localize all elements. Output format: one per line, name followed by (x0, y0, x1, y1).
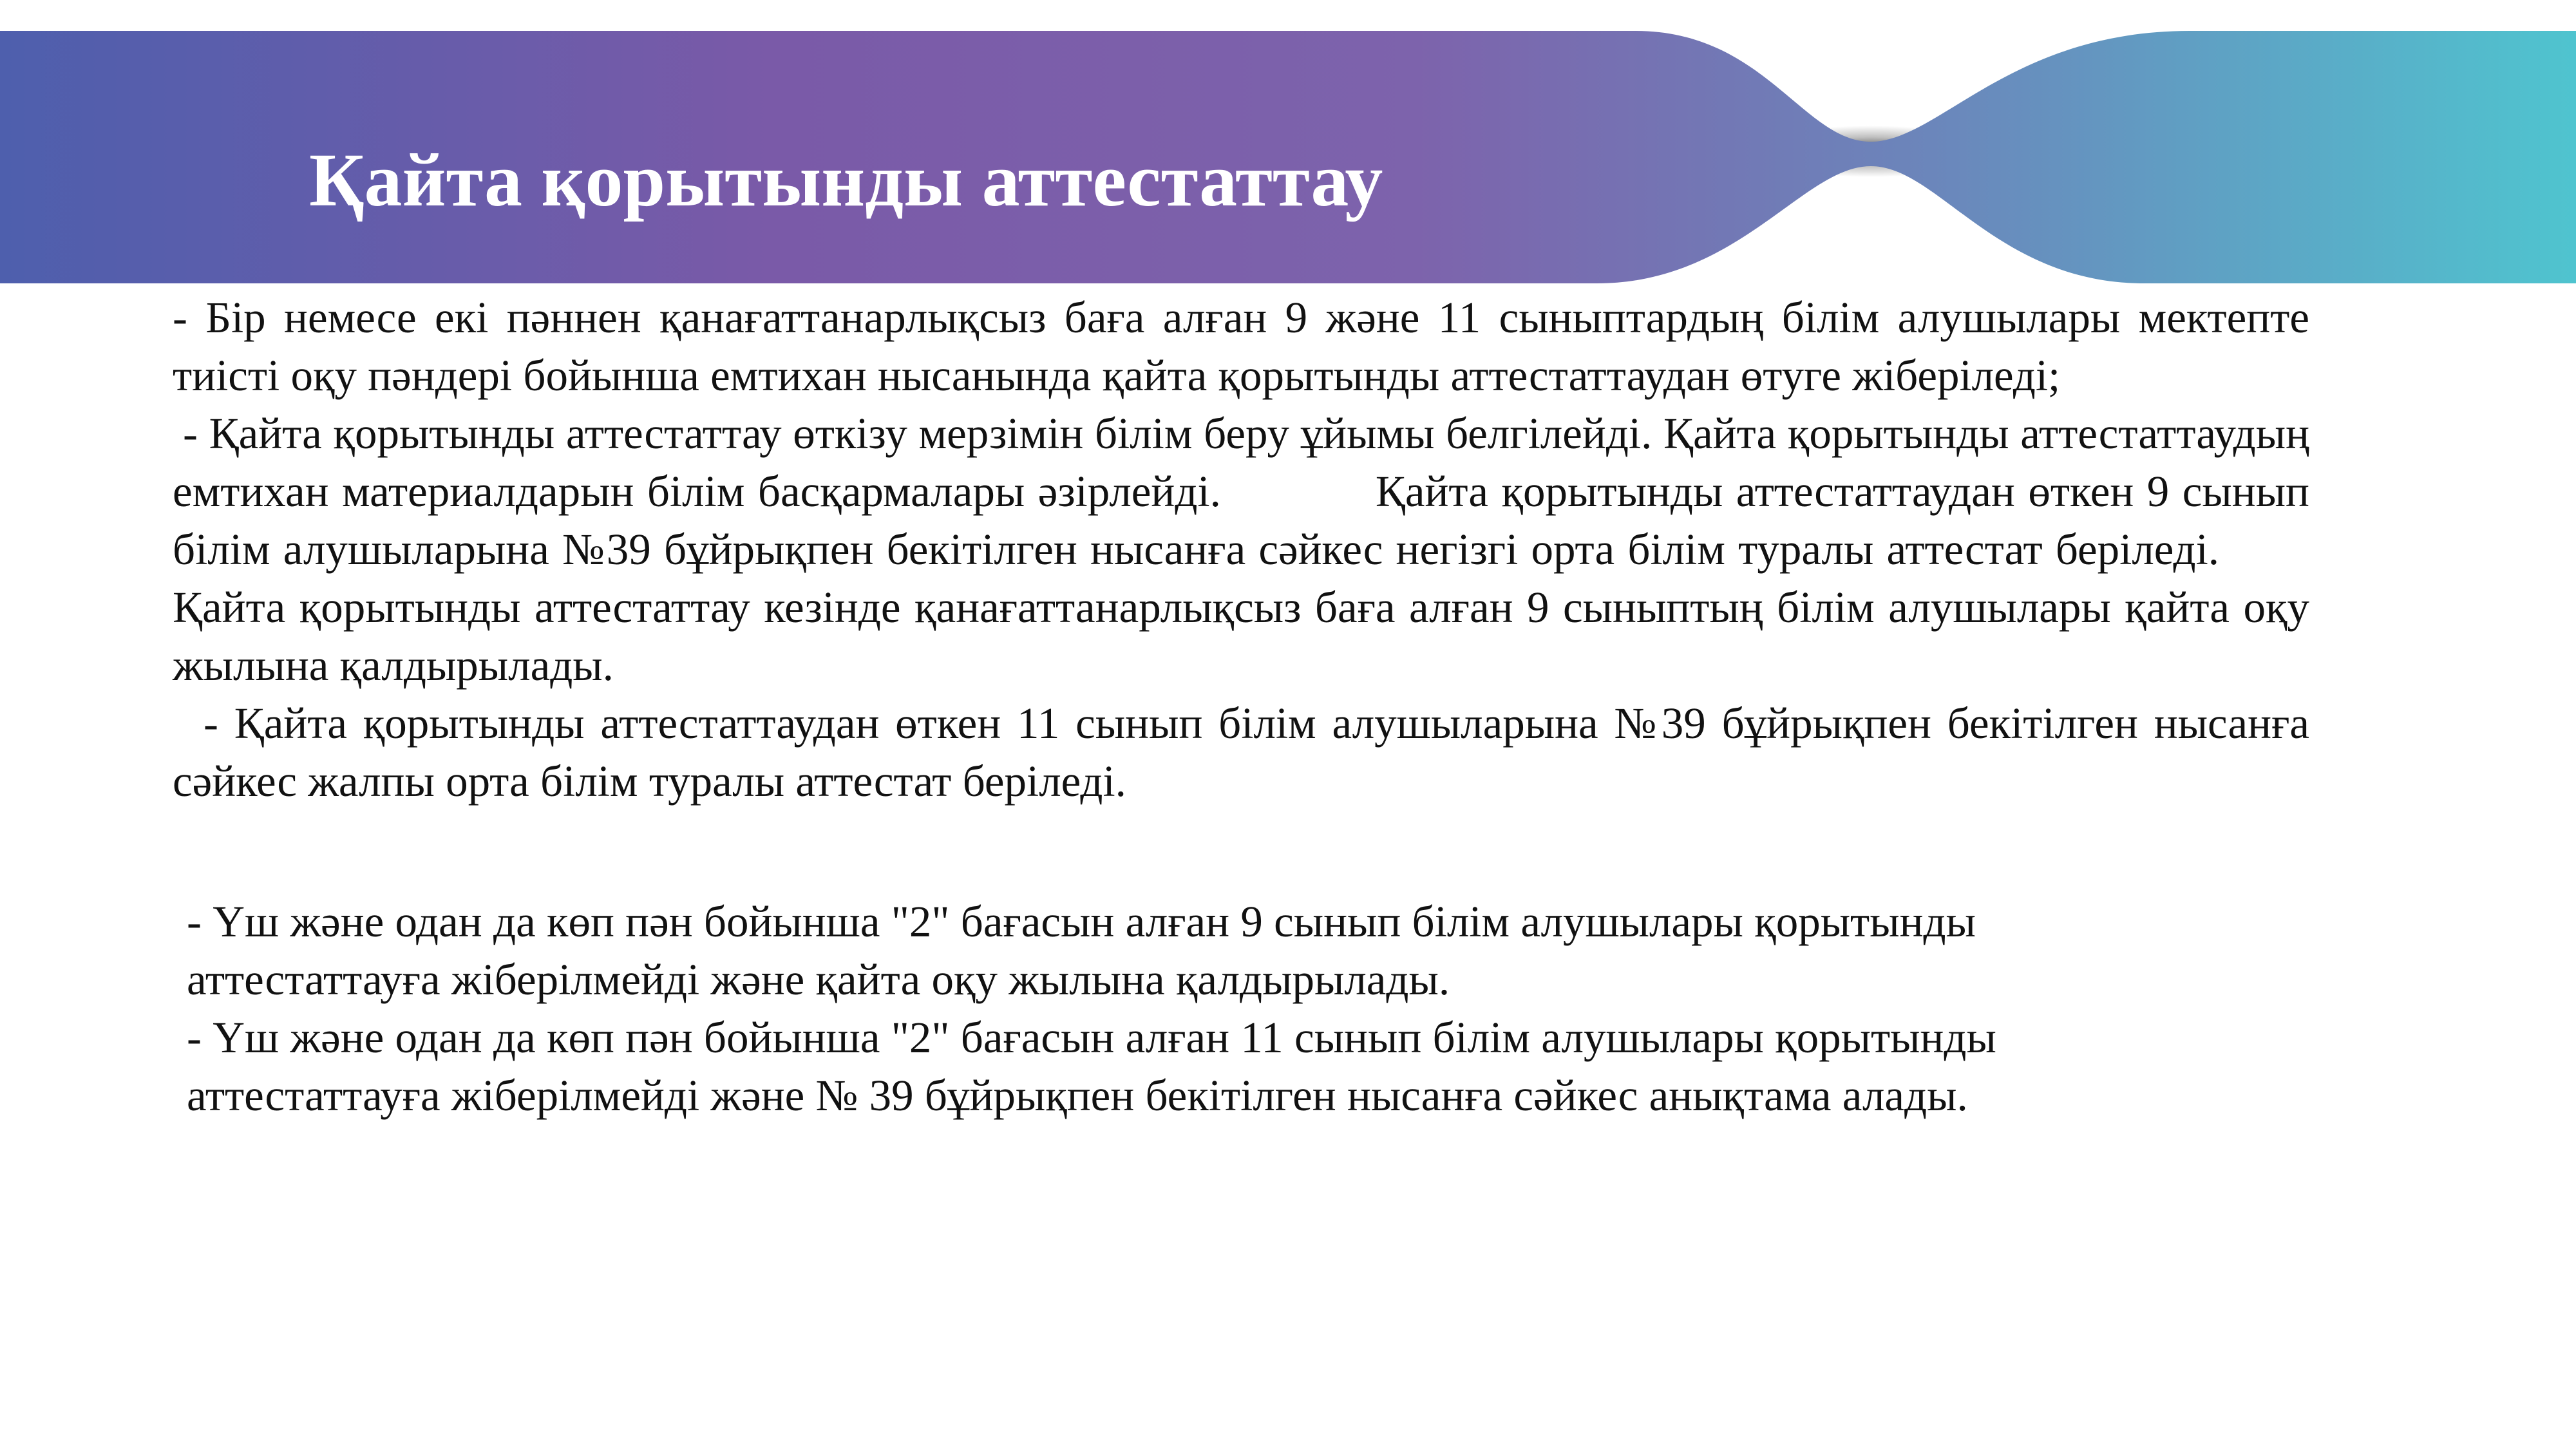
sentence-grade9-repeat: Қайта қорытынды аттестаттау кезінде қанағаттанарлықсыз баға алған 9 сыныптың білім алушылары қайта оқу жылына қалдырылады. (173, 583, 2309, 690)
main-text-block (173, 289, 2309, 810)
sentence-schedule: - Қайта қорытынды аттестаттау өткізу мерзімін білім беру ұйымы белгілейді. Қайта қорытынды аттестаттаудың емтихан материалдарын білім басқармалары әзірлейді. (173, 409, 2309, 516)
lower-line-1: - Үш және одан да көп пән бойынша "2" бағасын алған 9 сынып білім алушылары қорытынды (187, 897, 1976, 946)
slide-title: Қайта қорытынды аттестаттау (309, 138, 1383, 222)
lower-line-4: аттестаттауға жіберілмейді және № 39 бұйрықпен бекітілген нысанға сәйкес анықтама алады. (187, 1071, 1968, 1120)
paragraph-admission: - Бір немесе екі пәннен қанағаттанарлықсыз баға алған 9 және 11 сыныптардың білім алушылары мектепте тиісті оқу пәндері бойынша емтихан нысанында қайта қорытынды аттестаттаудан өтуге жіберіледі; (173, 293, 2309, 400)
sentence-grade9-certificate: Қайта қорытынды аттестаттаудан өткен 9 сынып білім алушыларына №39 бұйрықпен бекітілген нысанға сәйкес негізгі орта білім туралы аттестат беріледі. (173, 467, 2309, 574)
lower-text-block (187, 893, 2376, 1124)
lower-line-3: - Үш және одан да көп пән бойынша "2" бағасын алған 11 сынып білім алушылары қорытынды (187, 1013, 1996, 1062)
lower-line-2: аттестаттауға жіберілмейді және қайта оқу жылына қалдырылады. (187, 955, 1450, 1004)
paragraph-schedule (173, 404, 2309, 694)
paragraph-grade11-certificate: - Қайта қорытынды аттестаттаудан өткен 11 сынып білім алушыларына №39 бұйрықпен бекітілген нысанға сәйкес жалпы орта білім туралы аттестат беріледі. (173, 699, 2309, 806)
